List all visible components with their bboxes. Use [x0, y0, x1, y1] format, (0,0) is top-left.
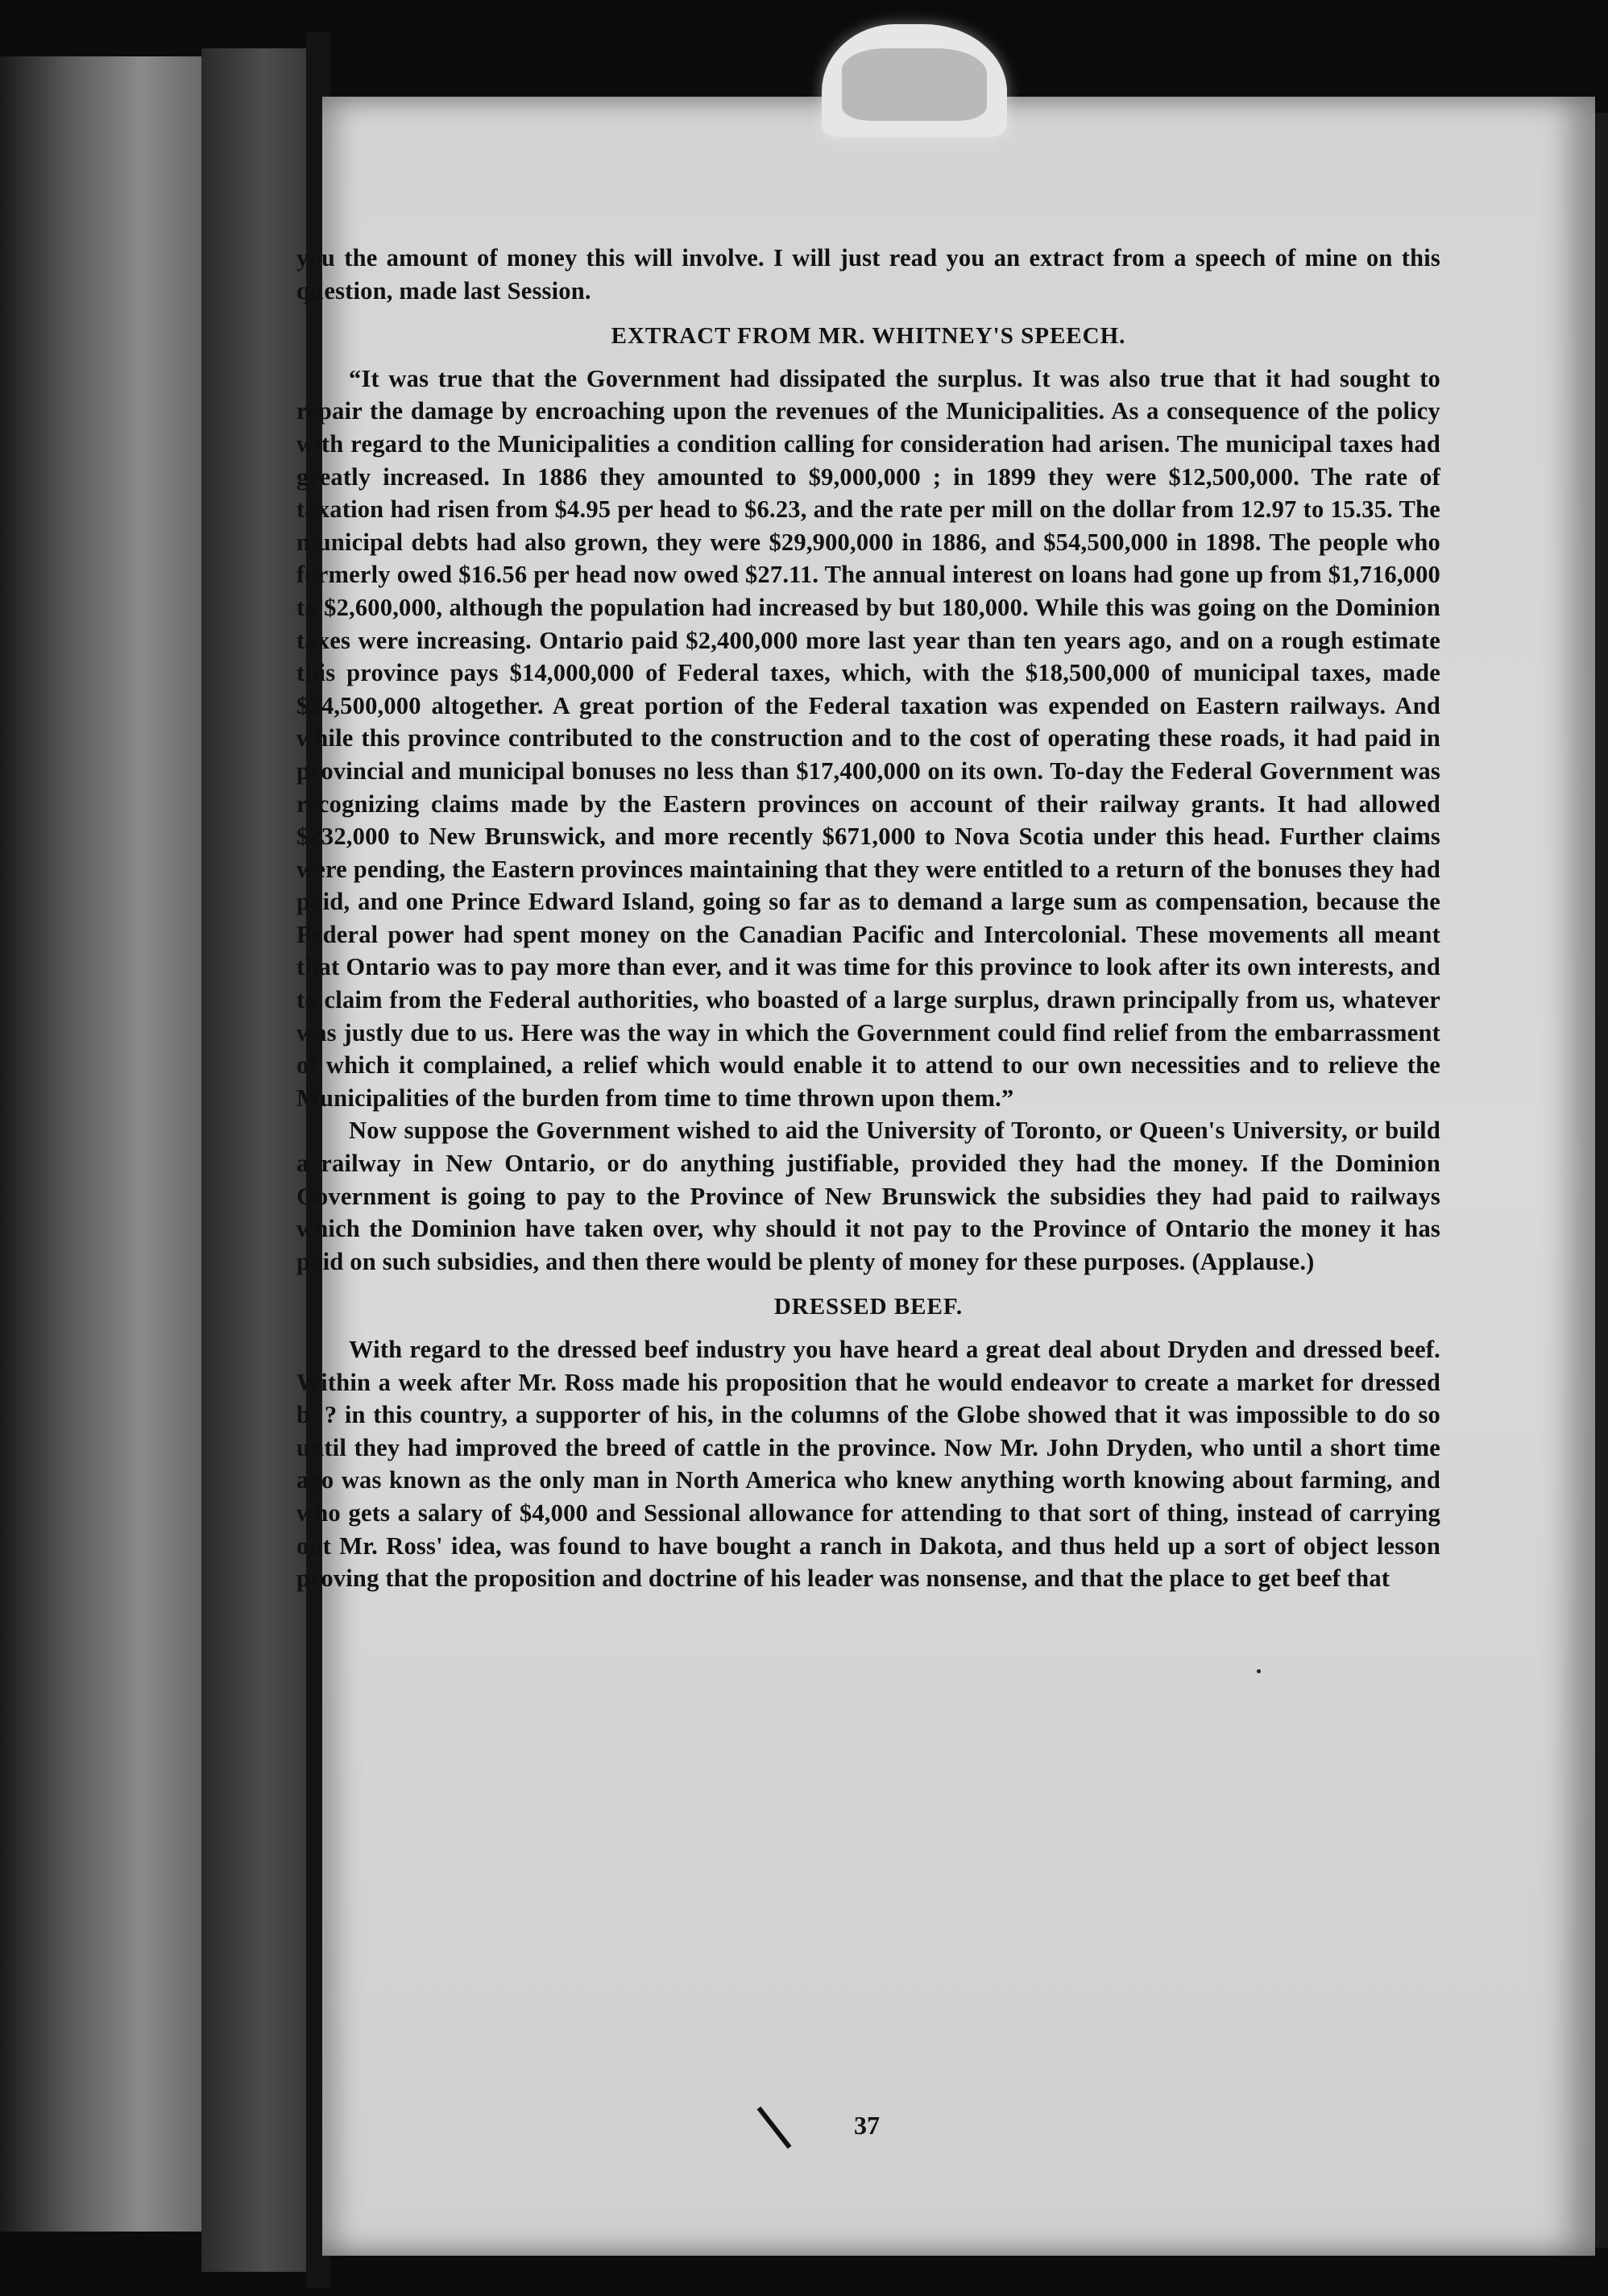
paragraph-dressed-beef: With regard to the dressed beef industry you have heard a great deal about Dryden and dressed beef. Within a week after Mr. Ross made his proposition that he would endeavor to create a market for dressed b’ ? in this country, a supporter of his, in the columns of the Globe showed that it was impossible to do so until they had improved the breed of cattle in the province. Now Mr. John Dryden, who until a short time ago was known as the only man in North America who knew anything worth knowing about farming, and who gets a salary of $4,000 and Sessional allowance for attending to that sort of thing, instead of carrying out Mr. Ross' idea, was found to have bought a ranch in Dakota, and thus held up a sort of object lesson proving that the proposition and doctrine of his leader was nonsense, and that the place to get beef that: [296, 1336, 1440, 1593]
paragraph-university: Now suppose the Government wished to aid the University of Toronto, or Queen's University, or build a railway in New Ontario, or do anything justifiable, provided they had the money. If the Dominion Government is going to pay to the Province of New Brunswick the subsidies they had paid to railways which the Dominion have taken over, why should it not pay to the Province of Ontario the money it has paid on such subsidies, and then there would be plenty of money for these purposes. (Applause.): [296, 1117, 1440, 1275]
page-number: 37: [854, 2111, 880, 2140]
adjacent-page-edge: [201, 48, 306, 2272]
extract-paragraph: “It was true that the Government had dissipated the surplus. It was also true that it had sought to repair the damage by encroaching upon the revenues of the Municipalities. As a consequence of the policy with regard to the Municipalities a condition calling for consideration had arisen. The municipal taxes had greatly increased. In 1886 they amounted to $9,000,000 ; in 1899 they were $12,500,000. The rate of taxation had risen from $4.95 per head to $6.23, and the rate per mill on the dollar from 12.97 to 15.35. The municipal debts had also grown, they were $29,900,000 in 1886, and $54,500,000 in 1898. The people who formerly owed $16.56 per head now owed $27.11. The annual interest on loans had gone up from $1,716,000 to $2,600,000, although the population had increased by but 180,000. While this was going on the Dominion taxes were increasing. Ontario paid $2,400,000 more last year than ten years ago, and on a rough estimate this province pays $14,000,000 of Federal taxes, which, with the $18,500,000 of municipal taxes, made $24,500,000 altogether. A great portion of the Federal taxation was expended on Eastern railways. And while this province contributed to the construction and to the cost of operating these roads, it had paid in provincial and municipal bonuses no less than $17,400,000 on its own. To-day the Federal Government was recognizing claims made by the Eastern provinces on account of their railway grants. It had allowed $232,000 to New Brunswick, and more recently $671,000 to Nova Scotia under this head. Further claims were pending, the Eastern provinces maintaining that they were entitled to a return of the bonuses they had paid, and one Prince Edward Island, going so far as to demand a large sum as compensation, because the Federal power had spent money on the Canadian Pacific and Intercolonial. These movements all meant that Ontario was to pay more than ever, and it was time for this province to look after its own interests, and to claim from the Federal authorities, who boasted of a large surplus, drawn principally from us, whatever was justly due to us. Here was the way in which the Government could find relief from the embarrassment of which it complained, a relief which would enable it to attend to our own necessities and to relieve the Municipalities of the burden from time to time thrown upon them.”: [296, 364, 1440, 1112]
document-page: [296, 97, 1595, 2256]
dressed-beef-heading: DRESSED BEEF.: [773, 1294, 964, 1320]
torn-paper-shadow: [842, 48, 987, 121]
adjacent-page-strip: [0, 56, 201, 2232]
lead-paragraph: you the amount of money this will involve. I will just read you an extract from a speech of mine on this question, made last Session.: [296, 244, 1440, 305]
ink-dot-mark: [1257, 1669, 1261, 1673]
extract-heading: EXTRACT FROM MR. WHITNEY'S SPEECH.: [611, 323, 1126, 350]
page-text-block: [296, 242, 1440, 1595]
